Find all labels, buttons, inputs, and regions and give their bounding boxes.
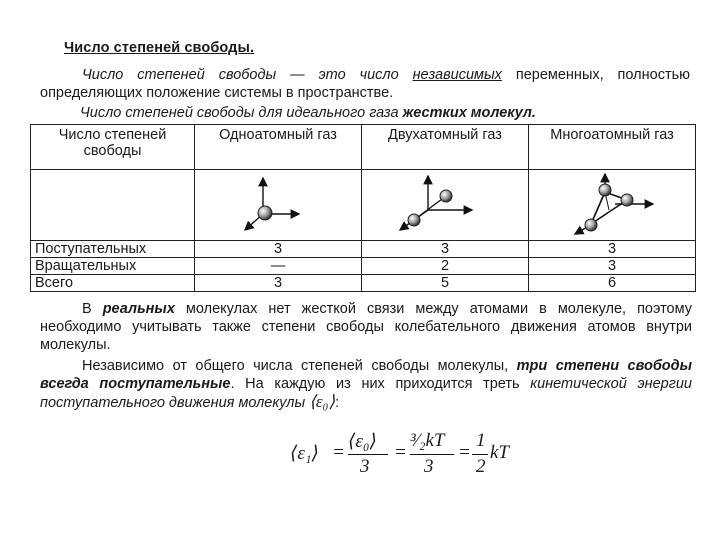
ideal-gas-line <box>80 104 536 122</box>
formula-num3: 1 <box>476 430 486 451</box>
formula-num1: ⟨ε₀⟩ <box>348 431 377 452</box>
row-label-translational: Поступательных <box>31 241 195 258</box>
table-row-diagrams <box>31 170 696 241</box>
header-monatomic: Одноатомный газ <box>195 125 362 170</box>
formula-eq1: = <box>332 442 345 463</box>
table-header-row <box>31 125 696 170</box>
monatomic-molecule-diagram <box>195 170 361 240</box>
header-polyatomic: Многоатомный газ <box>529 125 696 170</box>
formula-den2: 3 <box>424 456 434 477</box>
header-label: Число степеней свободы <box>31 125 195 170</box>
formula-den1: 3 <box>360 456 370 477</box>
cell-value: 6 <box>529 275 696 292</box>
formula-den3: 2 <box>476 456 486 477</box>
ideal-gas-part1: Число степеней свободы для идеального газа <box>80 105 403 121</box>
definition-part2: переменных, полностью определяющих положение системы в пространстве. <box>40 67 691 101</box>
cell-value: 5 <box>362 275 529 292</box>
translational-part2: . На каждую из них приходится треть <box>230 376 531 392</box>
formula-tail: kT <box>490 442 509 463</box>
cell-value: 2 <box>362 258 529 275</box>
definition-term: Число степеней свободы <box>82 67 277 83</box>
definition-part1: это число <box>318 67 413 83</box>
real-part1: В <box>82 301 103 317</box>
energy-symbol: ⟨ε₀⟩ <box>309 392 336 411</box>
cell-value: — <box>195 258 362 275</box>
translational-highlight: три степени свободы всегда поступательные <box>40 358 693 392</box>
row-label-total: Всего <box>31 275 195 292</box>
page-title: Число степеней свободы. <box>64 40 255 56</box>
translational-paragraph <box>40 357 692 412</box>
formula-eq3: = <box>458 442 471 463</box>
definition-highlight: независимых <box>412 67 502 83</box>
table-row <box>31 258 696 275</box>
empty-cell <box>31 170 195 241</box>
cell-value: 3 <box>195 275 362 292</box>
real-molecules-paragraph <box>40 300 692 354</box>
real-highlight: реальных <box>102 301 175 317</box>
cell-value: 3 <box>529 258 696 275</box>
formula-eq2: = <box>394 442 407 463</box>
cell-value: 3 <box>529 241 696 258</box>
definition-dash: — <box>276 67 319 83</box>
formula-lhs: ⟨ε₁⟩ <box>290 443 319 464</box>
translational-part3: кинетической энергии поступательного движения молекулы <box>40 376 692 411</box>
translational-colon: : <box>335 395 340 411</box>
energy-formula <box>290 430 510 480</box>
table-row <box>31 241 696 258</box>
polyatomic-molecule-diagram <box>529 170 695 240</box>
polyatomic-diagram-cell <box>529 170 696 241</box>
cell-value: 3 <box>362 241 529 258</box>
formula-num2: ³⁄₂kT <box>410 430 445 451</box>
real-part2: молекулах нет жесткой связи между атомами в молекуле, поэтому необходимо учитывать также степени свободы колебательного движения атомов внутри молекулы. <box>40 301 693 353</box>
diatomic-molecule-diagram <box>362 170 528 240</box>
degrees-of-freedom-table <box>30 124 696 292</box>
definition-paragraph <box>40 66 690 102</box>
monatomic-diagram-cell <box>195 170 362 241</box>
header-diatomic: Двухатомный газ <box>362 125 529 170</box>
diatomic-diagram-cell <box>362 170 529 241</box>
table-row <box>31 275 696 292</box>
row-label-rotational: Вращательных <box>31 258 195 275</box>
ideal-gas-highlight: жестких молекул. <box>402 105 536 121</box>
translational-part1: Независимо от общего числа степеней свободы молекулы, <box>82 358 517 374</box>
cell-value: 3 <box>195 241 362 258</box>
